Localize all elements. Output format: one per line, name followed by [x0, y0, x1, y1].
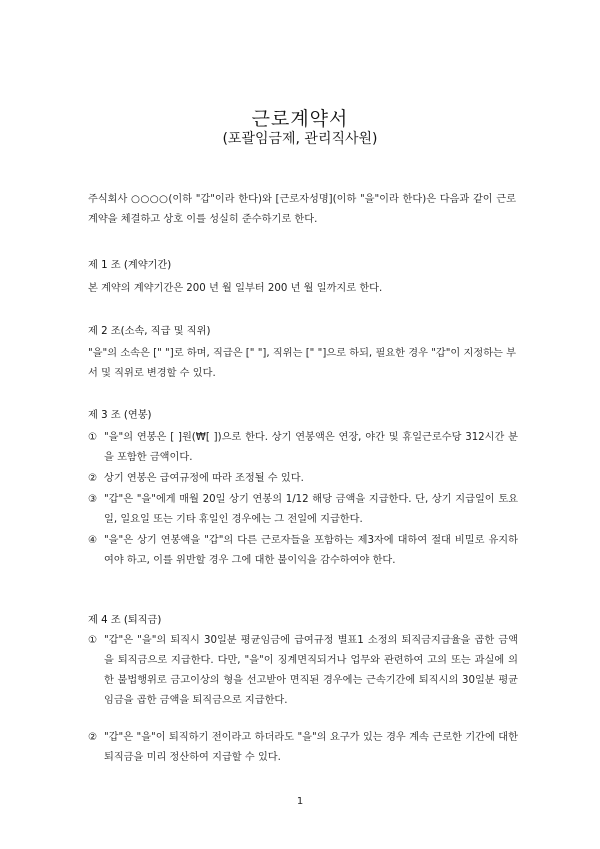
article-4-heading: 제 4 조 (퇴직금) [88, 615, 162, 626]
article-3-heading: 제 3 조 (연봉) [88, 410, 152, 421]
article-3-item-3 [88, 490, 518, 530]
item-text: 상기 연봉은 급여규정에 따라 조정될 수 있다. [104, 473, 304, 484]
item-number: ④ [88, 535, 98, 546]
page-number: 1 [296, 796, 304, 807]
document-subtitle: (포괄임금제, 관리직사원) [222, 131, 378, 147]
item-text: "을"은 상기 연봉액을 "갑"의 다른 근로자들을 포함하는 제3자에 대하여 절대 비밀로 유지하여야 하고, 이를 위반할 경우 그에 대한 불이익을 감수하여야 한다. [104, 535, 518, 566]
item-number: ① [88, 432, 98, 443]
article-1-heading: 제 1 조 (계약기간) [88, 260, 172, 271]
item-number: ③ [88, 494, 98, 505]
item-text: "갑"은 "을"의 퇴직시 30일분 평균임금에 급여규정 별표1 소정의 퇴직금지급율을 곱한 금액을 퇴직금으로 지급한다. 다만, "을"이 징계면직되거나 업무와 관련하여 고의 또는 과실에 의한 불법행위로 금고이상의 형을 선고받아 면직된 경우에는 근속기간에 퇴직시의 30일분 평균임금을 곱한 금액을 퇴직금으로 지급한다. [104, 635, 518, 706]
item-text: "을"의 연봉은 [ ]원(₩[ ])으로 한다. 상기 연봉액은 연장, 야간 및 휴일근로수당 312시간 분을 포함한 금액이다. [104, 432, 518, 463]
article-1-text: 본 계약의 계약기간은 200 년 월 일부터 200 년 월 일까지로 한다. [88, 283, 383, 294]
article-4-item-1 [88, 631, 518, 711]
article-4-item-2 [88, 728, 518, 768]
article-2-text: "을"의 소속은 [" "]로 하며, 직급은 [" "], 직위는 [" "]으로 하되, 필요한 경우 "갑"이 지정하는 부서 및 직위로 변경할 수 있다. [88, 348, 516, 379]
item-text: "갑"은 "을"에게 매월 20일 상기 연봉의 1/12 해당 금액을 지급한다. 단, 상기 지급일이 토요일, 일요일 또는 기타 휴일인 경우에는 그 전일에 지급한다. [104, 494, 518, 525]
article-3-item-1 [88, 428, 518, 468]
intro-paragraph: 주식회사 ○○○○(이하 "갑"이라 한다)와 [근로자성명](이하 "을"이라 한다)은 다음과 같이 근로계약을 체결하고 상호 이를 성실히 준수하기로 한다. [88, 194, 516, 225]
article-3-item-2 [88, 469, 518, 489]
item-number: ② [88, 732, 98, 743]
article-3-item-4 [88, 531, 518, 571]
article-2-heading: 제 2 조(소속, 직급 및 직위) [88, 326, 211, 337]
item-text: "갑"은 "을"이 퇴직하기 전이라고 하더라도 "을"의 요구가 있는 경우 계속 근로한 기간에 대한 퇴직금을 미리 정산하여 지급할 수 있다. [104, 732, 518, 763]
document-title: 근로계약서 [251, 108, 349, 130]
item-number: ① [88, 635, 98, 646]
item-number: ② [88, 473, 98, 484]
